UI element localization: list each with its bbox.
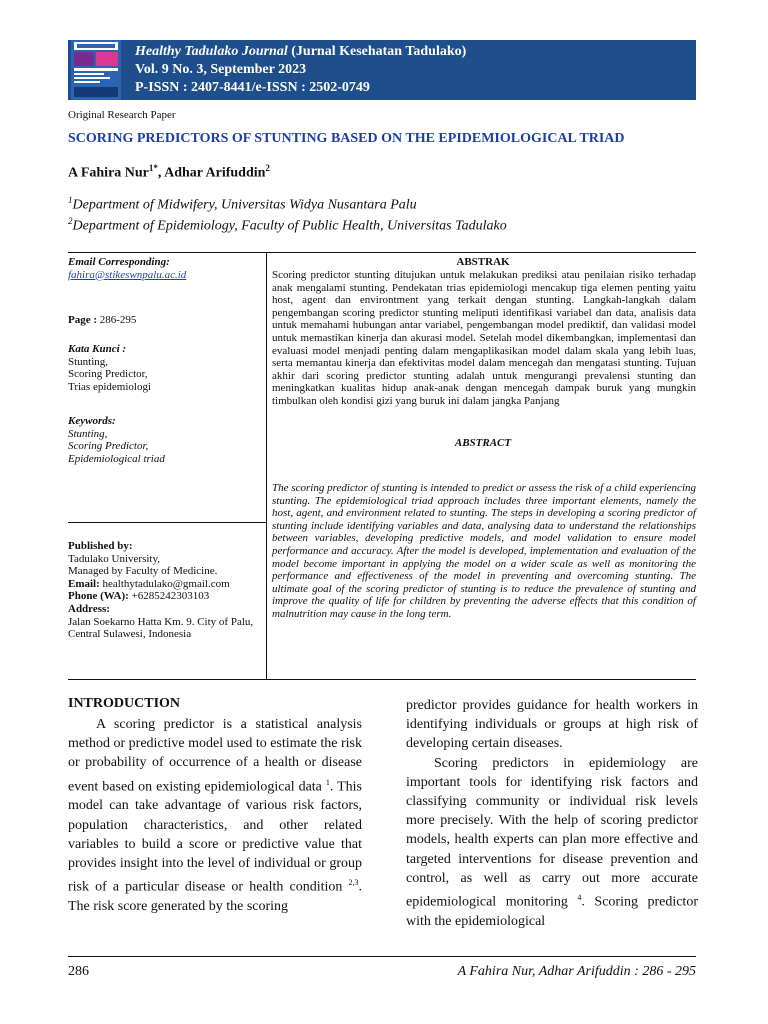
journal-cover-thumbnail: [71, 40, 121, 100]
body-paragraph: [68, 715, 362, 916]
body-text: . The risk score generated by the scoring: [68, 879, 362, 915]
email-corresponding-block: [68, 256, 264, 281]
publisher-address: Jalan Soekarno Hatta Km. 9. City of Palu, Central Sulawesi, Indonesia: [68, 615, 254, 641]
published-label: Published by:: [68, 540, 133, 552]
publisher-phone-label: Phone (WA):: [68, 590, 132, 603]
abstract-text: The scoring predictor of stunting is intended to predict or assess the risk of a child experiencing stunting. The epidemiological triad approach includes three important elements, namely the host, agent, and environment related to stunting. The steps in developing a scoring predictor of stunting include identifying variables and data, analysing data to understand the relationships between variables, developing predictive models, and model validation to ensure model performance and accuracy. After the model is developed, implementation and evaluation of the model become important in applying the model on a wider scale as well as monitoring the performance and effectiveness of the model in preventing and overcoming stunting. The ultimate goal of the scoring predictor of stunting is to reduce the prevalence of stunting and improve the quality of life for children by preventing the adverse effects that this condition of malnutrition may cause in the long term.: [272, 482, 696, 620]
publisher-phone: [68, 590, 264, 603]
keyword-item: Scoring Predictor,: [68, 440, 149, 453]
body-paragraph: predictor provides guidance for health workers in identifying individuals or groups at high risk of developing certain diseases.: [406, 698, 698, 752]
body-text: . Scoring predictor with the epidemiological: [406, 894, 698, 929]
citation: 1: [325, 777, 330, 787]
kata-kunci-item: Trias epidemiologi: [68, 380, 152, 393]
publisher-name: Tadulako University,: [68, 552, 160, 565]
publisher-managed: Managed by Faculty of Medicine.: [68, 565, 218, 578]
journal-local-name: (Jurnal Kesehatan Tadulako): [291, 44, 467, 59]
publisher-block: [68, 540, 264, 641]
author-2-sup: 2: [265, 163, 270, 173]
abstrak-heading: ABSTRAK: [456, 256, 510, 268]
keywords-block: [68, 415, 264, 465]
body-right-column: [406, 696, 698, 931]
body-text: A scoring predictor is a statistical analysis method or predictive model used to estimate the risk or probability of occurrence of a health or disease event based on existing epidemiological data: [68, 717, 362, 795]
journal-issn: P-ISSN : 2407-8441/e-ISSN : 2502-0749: [135, 80, 370, 95]
sidebar-divider-rule: [68, 522, 266, 523]
journal-title-line: [135, 43, 466, 61]
author-line: [68, 163, 270, 182]
kata-kunci-label: Kata Kunci :: [68, 343, 127, 355]
affiliation-1-sup: 1: [68, 195, 73, 205]
author-2: Adhar Arifuddin: [164, 165, 266, 181]
journal-name: Healthy Tadulako Journal: [135, 44, 288, 59]
paper-type: Original Research Paper: [68, 109, 176, 121]
publisher-phone-value: +6285242303103: [131, 590, 210, 603]
abstract-heading: ABSTRACT: [454, 437, 512, 449]
table-top-rule: [68, 252, 696, 253]
affiliation-2-sup: 2: [68, 216, 73, 226]
author-1: A Fahira Nur: [68, 165, 149, 181]
body-left-column: [68, 715, 362, 916]
keywords-label: Keywords:: [68, 415, 116, 427]
email-corresponding-label: Email Corresponding:: [68, 256, 170, 268]
publisher-address-label: Address:: [68, 602, 110, 615]
kata-kunci-item: Stunting,: [68, 355, 109, 368]
author-1-sup: 1*: [148, 163, 158, 173]
body-paragraph: [406, 754, 698, 931]
citation: 4: [577, 893, 582, 903]
footer-running-head: A Fahira Nur, Adhar Arifuddin : 286 - 295: [457, 964, 696, 979]
keyword-item: Stunting,: [68, 427, 108, 440]
journal-volume: Vol. 9 No. 3, September 2023: [135, 62, 307, 77]
page-value: 286-295: [99, 314, 137, 326]
publisher-email: [68, 578, 264, 591]
table-column-divider: [266, 252, 267, 679]
page-label: Page :: [68, 314, 100, 326]
body-text: Scoring predictors in epidemiology are important tools for identifying risk factors and classifying community or individual risk levels more precisely. With the help of scoring predictor models, health experts can plan more effective and targeted interventions for disease prevention and control, as well as carry out more accurate epidemiological monitoring: [406, 755, 698, 910]
affiliation-2: [68, 216, 507, 235]
paper-title: SCORING PREDICTORS OF STUNTING BASED ON THE EPIDEMIOLOGICAL TRIAD: [68, 131, 625, 146]
table-bottom-rule: [68, 679, 696, 680]
kata-kunci-item: Scoring Predictor,: [68, 368, 148, 381]
affiliation-2-text: Department of Epidemiology, Faculty of Public Health, Universitas Tadulako: [72, 218, 507, 234]
email-corresponding-link[interactable]: fahira@stikeswnpalu.ac.id: [68, 268, 187, 281]
kata-kunci-block: [68, 343, 264, 393]
publisher-email-label: Email:: [68, 577, 103, 590]
footer-page-number: 286: [68, 964, 89, 979]
affiliation-1-text: Department of Midwifery, Universitas Widya Nusantara Palu: [72, 197, 417, 213]
citation: 2,3: [348, 878, 359, 888]
page-range: [68, 314, 264, 327]
publisher-email-value[interactable]: healthytadulako@gmail.com: [102, 577, 230, 590]
keyword-item: Epidemiological triad: [68, 452, 165, 465]
body-text: . This model can take advantage of various risk factors, population characteristics, and other related variables to build a score or predictive value that provides insight into the level of individual or group risk of a particular disease or health condition: [68, 779, 362, 895]
footer-rule: [68, 956, 696, 957]
abstrak-text: Scoring predictor stunting ditujukan untuk melakukan prediksi atau penilaian risiko terhadap anak mengalami stunting. Pendekatan trias epidemiologi mencakup tiga elemen penting yaitu host, agent dan environtment yang terkait dengan stunting. Langkah-langkah dalam pengembangan scoring predictor stunting meliputi identifikasi variabel dan data, analisis data untuk memahami hubungan antar variabel, pengembangan model prediktif, dan validasi model untuk memastikan kinerja dan akurasi model. Setelah model dikembangkan, implementasi dan evaluasi model menjadi penting dalam mengaplikasikan model dalam skala yang lebih luas, serta memantau kinerja dan efektivitas model dalam mencegah dan mengatasi stunting. Tujuan akhir dari scoring predictor stunting adalah untuk mengurangi prevalensi stunting dan meningkatkan kualitas hidup anak-anak dengan mencegah dampak buruk yang mungkin timbulkan oleh kondisi gizi yang buruk ini dalam jangka Panjang: [272, 269, 696, 407]
affiliation-1: [68, 195, 417, 214]
introduction-heading: INTRODUCTION: [68, 696, 181, 711]
author-separator: ,: [157, 165, 165, 181]
